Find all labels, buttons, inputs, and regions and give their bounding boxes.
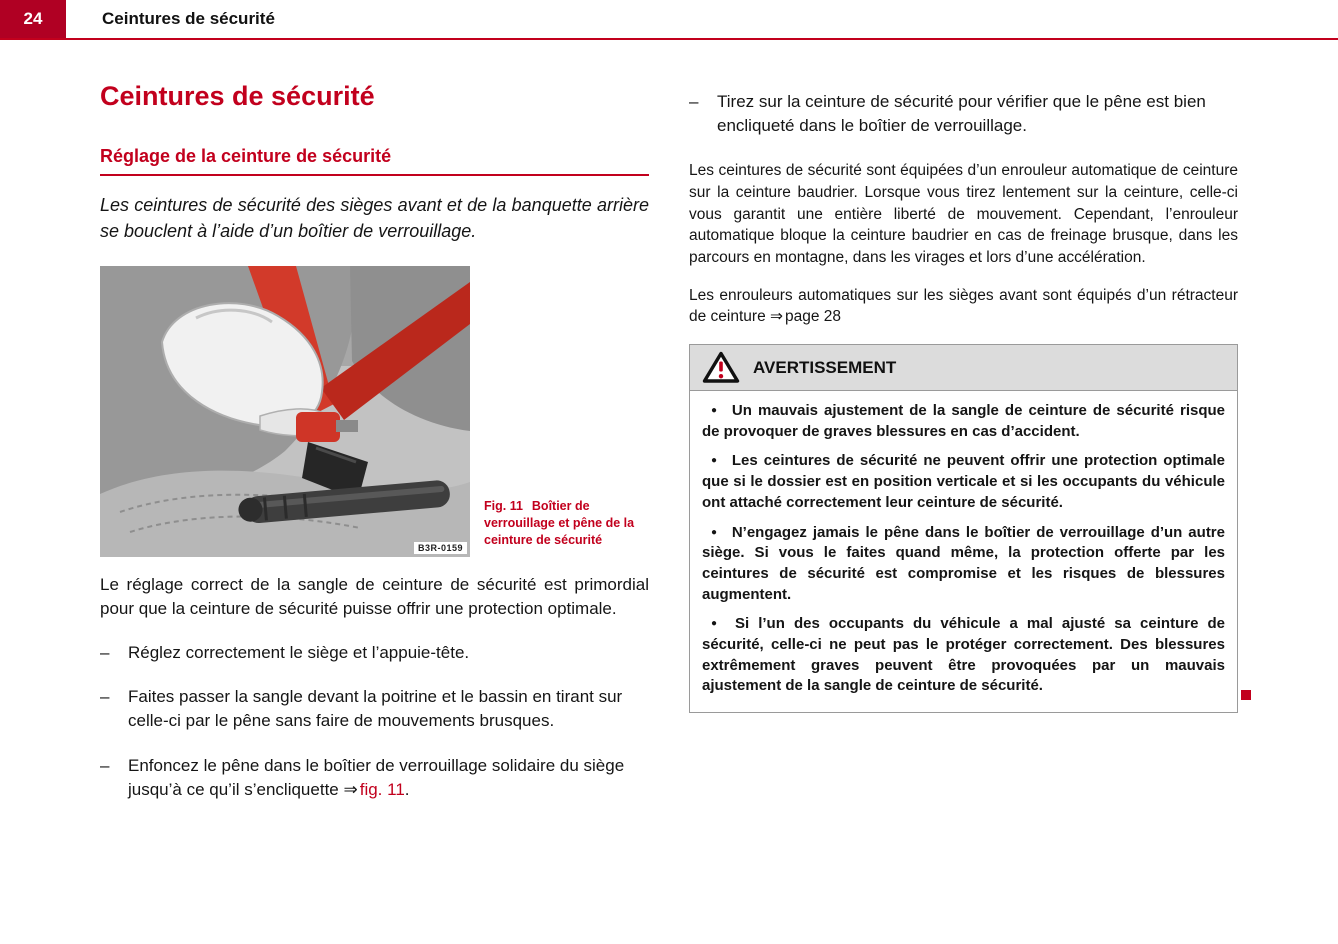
page-title: Ceintures de sécurité bbox=[100, 81, 375, 111]
fig-11-reference-link[interactable]: fig. 11 bbox=[359, 779, 405, 799]
dash-marker: – bbox=[100, 755, 110, 775]
dash-marker: – bbox=[689, 92, 699, 111]
figure-caption-text: Boîtier de verrouillage et pêne de la ceinture de sécurité bbox=[484, 499, 635, 547]
bullet-marker: ● bbox=[711, 455, 719, 467]
section-end-marker bbox=[1241, 690, 1251, 700]
intro-text: Les ceintures de sécurité des sièges avant et de la banquette arrière se bouclent à l’aide d’un boîtier de verrouillage. bbox=[100, 194, 649, 241]
dash-marker: – bbox=[100, 643, 110, 663]
dash-marker: – bbox=[100, 687, 110, 707]
bullet-marker: ● bbox=[711, 526, 719, 538]
body-paragraph: Le réglage correct de la sangle de ceinture de sécurité est primordial pour que la ceinture de sécurité puisse offrir une protection optimale. bbox=[100, 574, 649, 618]
warning-item-text: Un mauvais ajustement de la sangle de ceinture de sécurité risque de provoquer de graves blessures en cas d’accident. bbox=[702, 402, 1225, 440]
figure-11 bbox=[100, 266, 649, 557]
right-column bbox=[689, 82, 1238, 822]
warning-body bbox=[690, 391, 1237, 712]
instruction-text bbox=[128, 754, 649, 802]
warning-item-text: Les ceintures de sécurité ne peuvent offrir une protection optimale que si le dossier est en position verticale et si les occupants du véhicule ont attaché correctement leur ceinture de sécurité. bbox=[702, 452, 1225, 511]
body-paragraph bbox=[689, 285, 1238, 328]
instruction-item bbox=[100, 754, 649, 802]
warning-item-text: Si l’un des occupants du véhicule a mal ajusté sa ceinture de sécurité, celle-ci ne peut pas le protéger correctement. Des blessures extrêmement graves peuvent être provoquées par un mauvais ajustement de la sangle de ceinture de sécurité. bbox=[702, 615, 1225, 695]
seatbelt-buckle-illustration bbox=[100, 266, 470, 557]
body-paragraph: Les ceintures de sécurité sont équipées d’un enrouleur automatique de ceinture sur la ceinture baudrier. Lorsque vous tirez lentement sur la ceinture, celle-ci vous garantit une entière liberté de mouvement. Cependant, l’enrouleur automatique bloque la ceinture baudrier en cas de freinage brusque, dans les parcours en montagne, dans les virages et lors d’une accélération. bbox=[689, 162, 1238, 266]
warning-triangle-icon bbox=[702, 351, 740, 384]
page-number: 24 bbox=[0, 0, 66, 38]
section-title: Réglage de la ceinture de sécurité bbox=[100, 146, 649, 176]
warning-item bbox=[702, 523, 1225, 606]
sentence-end: . bbox=[404, 779, 410, 799]
cross-reference-arrow: ⇒ bbox=[770, 308, 783, 326]
illustration-drawing bbox=[100, 266, 470, 557]
cross-reference-arrow: ⇒ bbox=[343, 779, 358, 799]
warning-title: AVERTISSEMENT bbox=[753, 357, 897, 377]
figure-caption bbox=[484, 498, 649, 557]
instruction-item bbox=[100, 641, 649, 665]
warning-box bbox=[689, 344, 1238, 713]
instruction-text-part: Enfoncez le pêne dans le boîtier de verrouillage solidaire du siège jusqu’à ce qu’il s’encliquette bbox=[128, 755, 625, 799]
page-header bbox=[0, 0, 1338, 38]
figure-label: Fig. 11 bbox=[484, 499, 523, 514]
warning-header bbox=[690, 345, 1237, 391]
warning-item bbox=[702, 614, 1225, 697]
header-title: Ceintures de sécurité bbox=[102, 9, 275, 28]
instruction-text: Réglez correctement le siège et l’appuie-tête. bbox=[128, 643, 470, 663]
warning-item bbox=[702, 451, 1225, 513]
paragraph-text: Les enrouleurs automatiques sur les sièges avant sont équipés d’un rétracteur de ceinture bbox=[689, 286, 1238, 326]
bullet-marker: ● bbox=[711, 405, 719, 417]
instruction-text: Tirez sur la ceinture de sécurité pour vérifier que le pêne est bien encliqueté dans le boîtier de verrouillage. bbox=[717, 92, 1206, 136]
instruction-item bbox=[100, 685, 649, 733]
image-reference-code: B3R-0159 bbox=[414, 542, 467, 554]
instruction-item bbox=[689, 90, 1238, 138]
instruction-text: Faites passer la sangle devant la poitrine et le bassin en tirant sur celle-ci par le pêne sans faire de mouvements brusques. bbox=[128, 687, 623, 731]
warning-item bbox=[702, 401, 1225, 442]
bullet-marker: ● bbox=[711, 618, 722, 630]
left-column bbox=[100, 82, 649, 822]
page-content bbox=[0, 40, 1338, 822]
warning-item-text: N’engagez jamais le pêne dans le boîtier de verrouillage d’un autre siège. Si vous le faites quand même, la protection offerte par les ceintures de sécurité est compromise et les risques de blessures augmentent. bbox=[702, 523, 1225, 603]
page-28-reference[interactable]: page 28 bbox=[785, 308, 842, 326]
